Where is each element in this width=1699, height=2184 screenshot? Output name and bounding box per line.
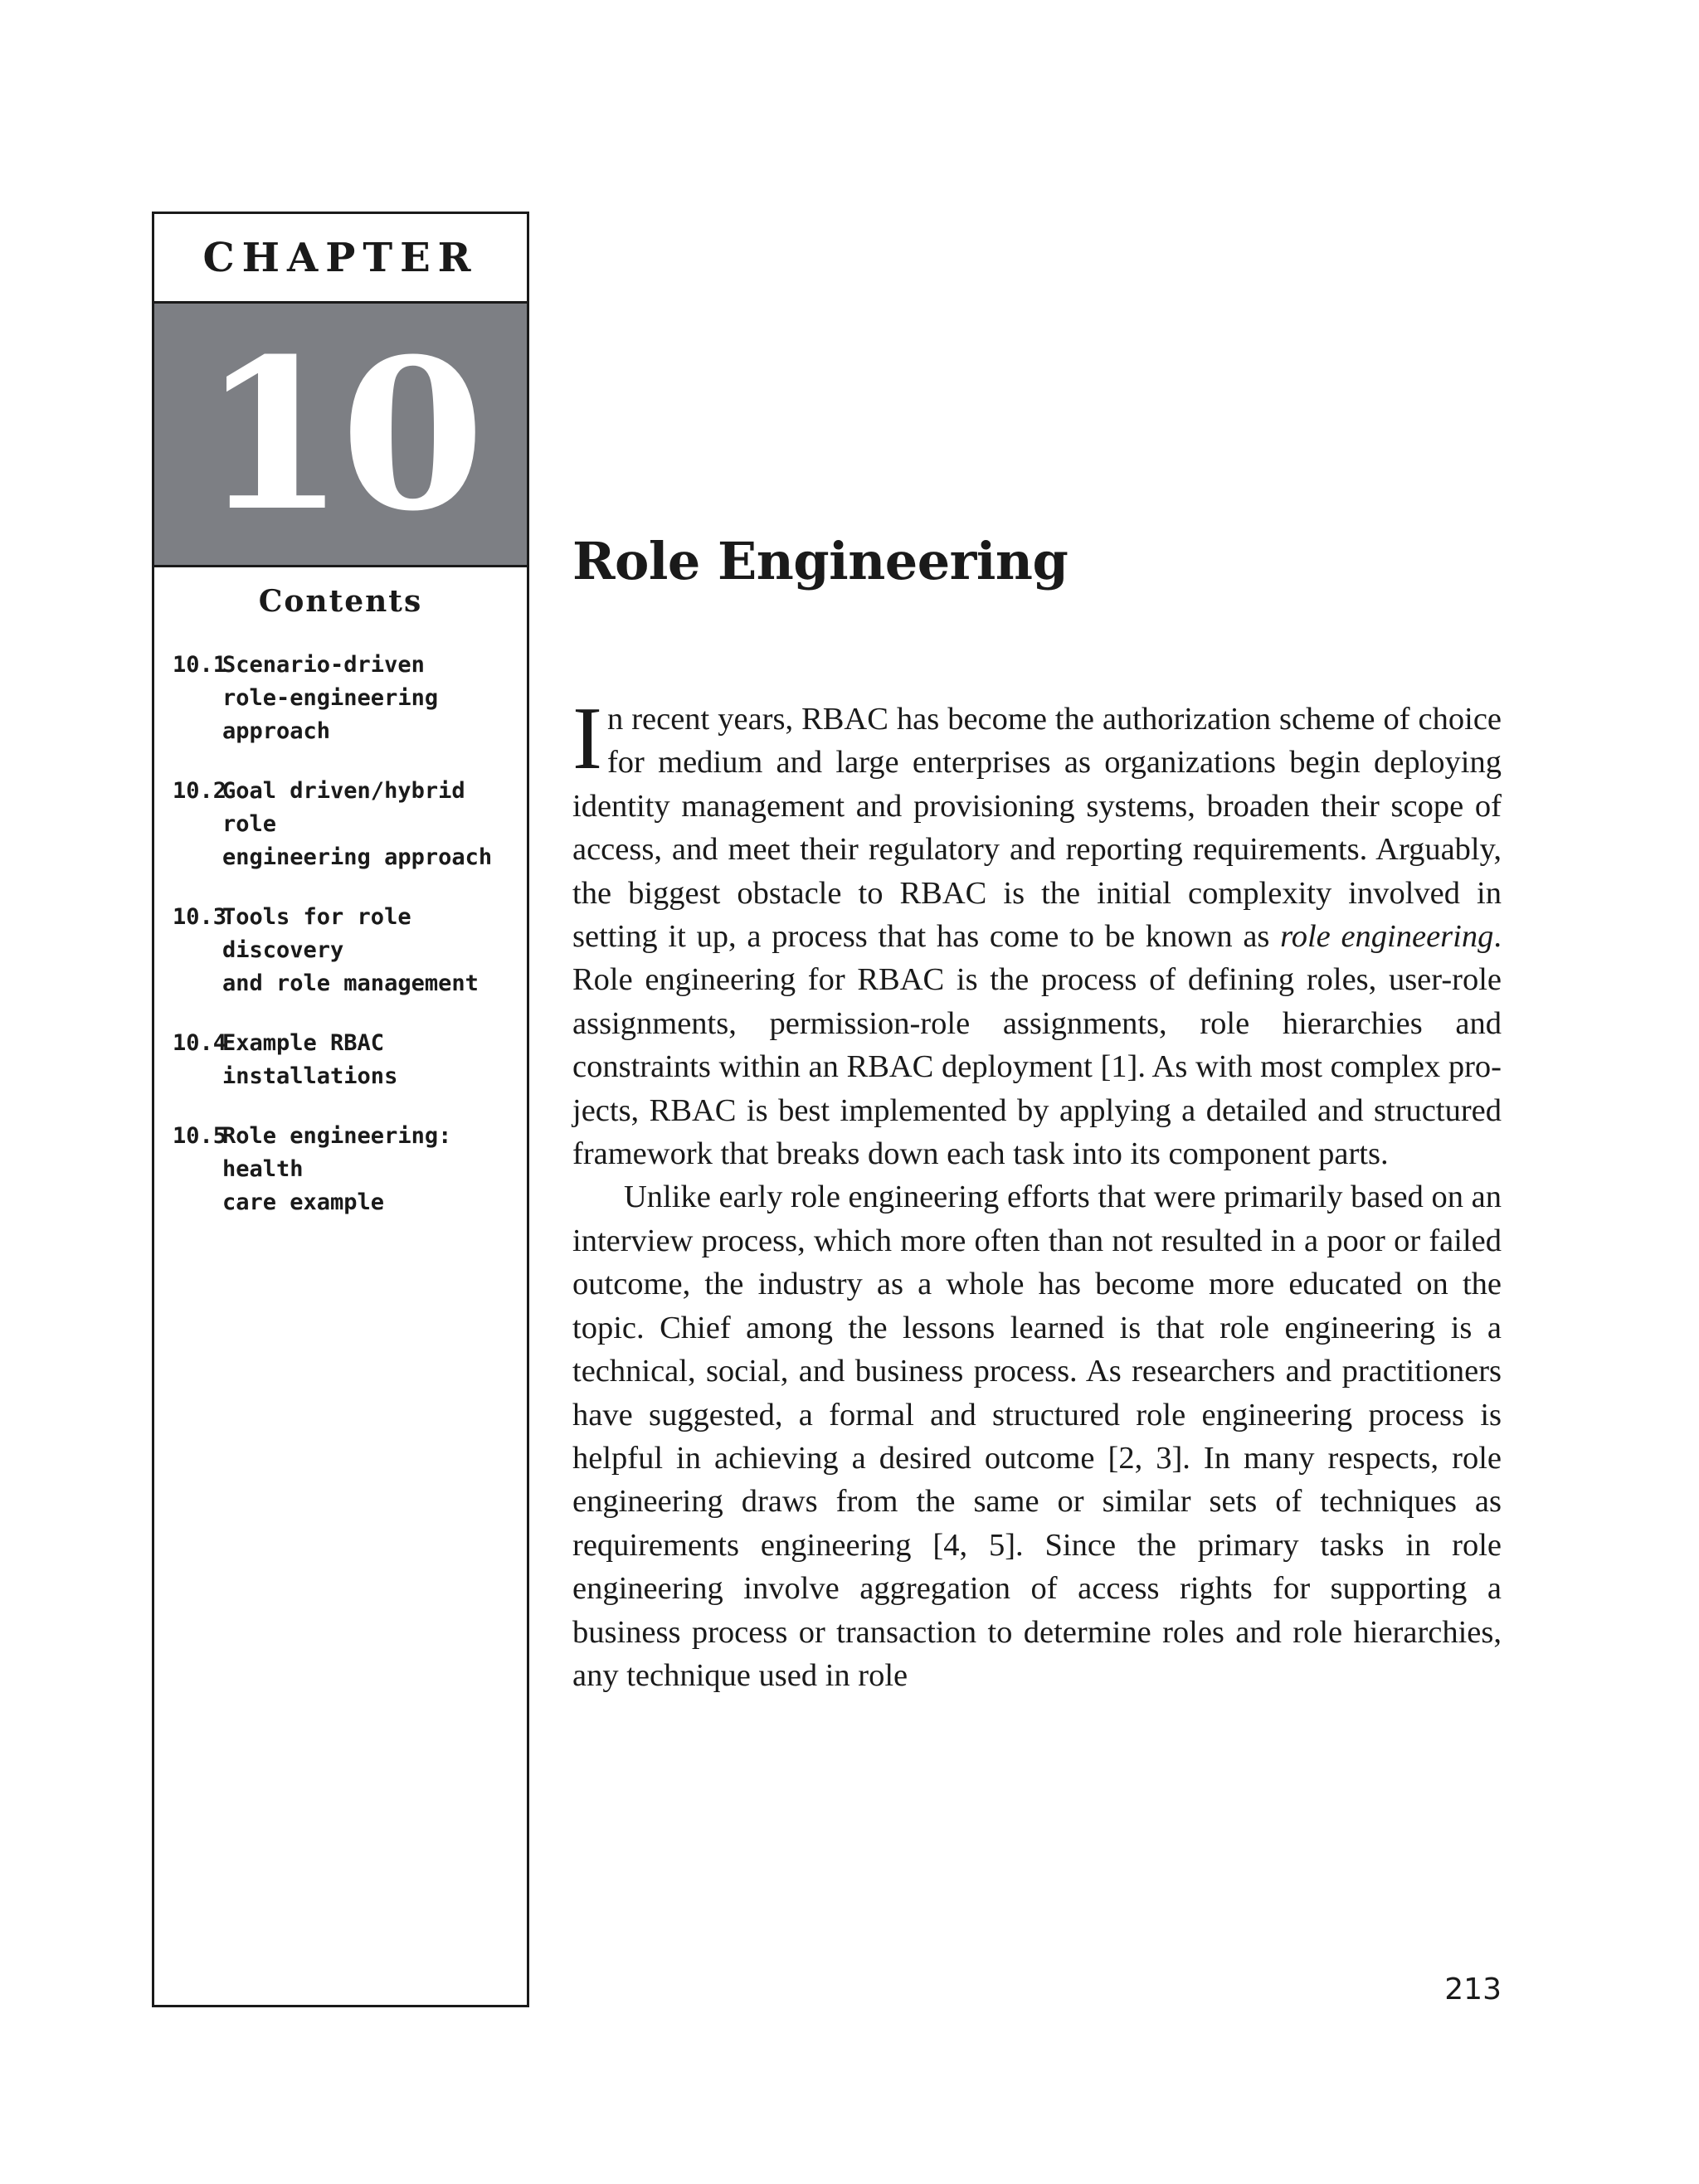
- paragraph: Unlike early role engineering efforts that were primarily based on an interview process, which more often than not resulted in a poor or failed outcome, the industry as a whole has become more educated on the topic. Chief among the lessons learned is that role engineering is a technical, social, and business process. As researchers and practitioners have suggested, a formal and structured role engineering process is helpful in achieving a desired outcome [2, 3]. In many respects, role engineering draws from the same or similar sets of techniques as requirements engineering [4, 5]. Since the primary tasks in role engineering involve aggregation of access rights for supporting a business process or transaction to determine roles and role hierarchies, any technique used in role: [572, 1180, 1502, 1693]
- chapter-sidebar: [152, 212, 529, 2007]
- paragraph: [572, 689, 1502, 1175]
- chapter-title: Role Engineering: [572, 531, 1069, 591]
- drop-cap: I: [572, 689, 602, 788]
- main-content: [572, 531, 1502, 1697]
- body-text: [572, 689, 1502, 1697]
- toc-item-number: 10.1: [173, 652, 227, 678]
- paragraph-text: n recent years, RBAC has become the authorization scheme of choice for medium and large enterprises as organizations begin deploying identity management and provisioning systems, broaden their scope of access, and meet their regulatory and reporting requirements. Arguably, the biggest obstacle to RBAC is the initial complexity involved in setting it up, a process that has come to be known as: [572, 702, 1502, 955]
- toc-item-number: 10.4: [173, 1030, 227, 1056]
- toc-item-number: 10.3: [173, 904, 227, 930]
- table-of-contents: [154, 649, 527, 1219]
- toc-item-number: 10.2: [173, 778, 227, 804]
- toc-item: [173, 1120, 527, 1219]
- contents-heading: Contents: [258, 584, 423, 619]
- chapter-label: CHAPTER: [154, 214, 527, 304]
- toc-item: [173, 901, 527, 1000]
- chapter-number-box: [154, 304, 527, 567]
- toc-item: [173, 649, 527, 748]
- toc-item-title: Role engineering: health care example: [222, 1123, 452, 1215]
- toc-item: [173, 1027, 527, 1093]
- paragraph-text: . Role engineering for RBAC is the process of defining roles, user-role assignments, permission-role assignments, role hierarchies and constraints within an RBAC deployment [1]. As with most complex projects, RBAC is best implemented by applying a detailed and structured framework that breaks down each task into its component parts.: [572, 919, 1502, 1172]
- toc-item-title: Goal driven/hybrid role engineering approach: [222, 778, 493, 870]
- toc-item-title: Tools for role discovery and role management: [222, 904, 479, 996]
- chapter-number: 10: [201, 312, 480, 557]
- italic-term: role engineering: [1280, 919, 1494, 955]
- toc-item-title: Example RBAC installations: [222, 1030, 398, 1089]
- toc-item: [173, 775, 527, 874]
- toc-item-number: 10.5: [173, 1123, 227, 1149]
- toc-item-title: Scenario-driven role-engineering approach: [222, 652, 439, 744]
- page-number: 213: [1444, 1972, 1502, 2006]
